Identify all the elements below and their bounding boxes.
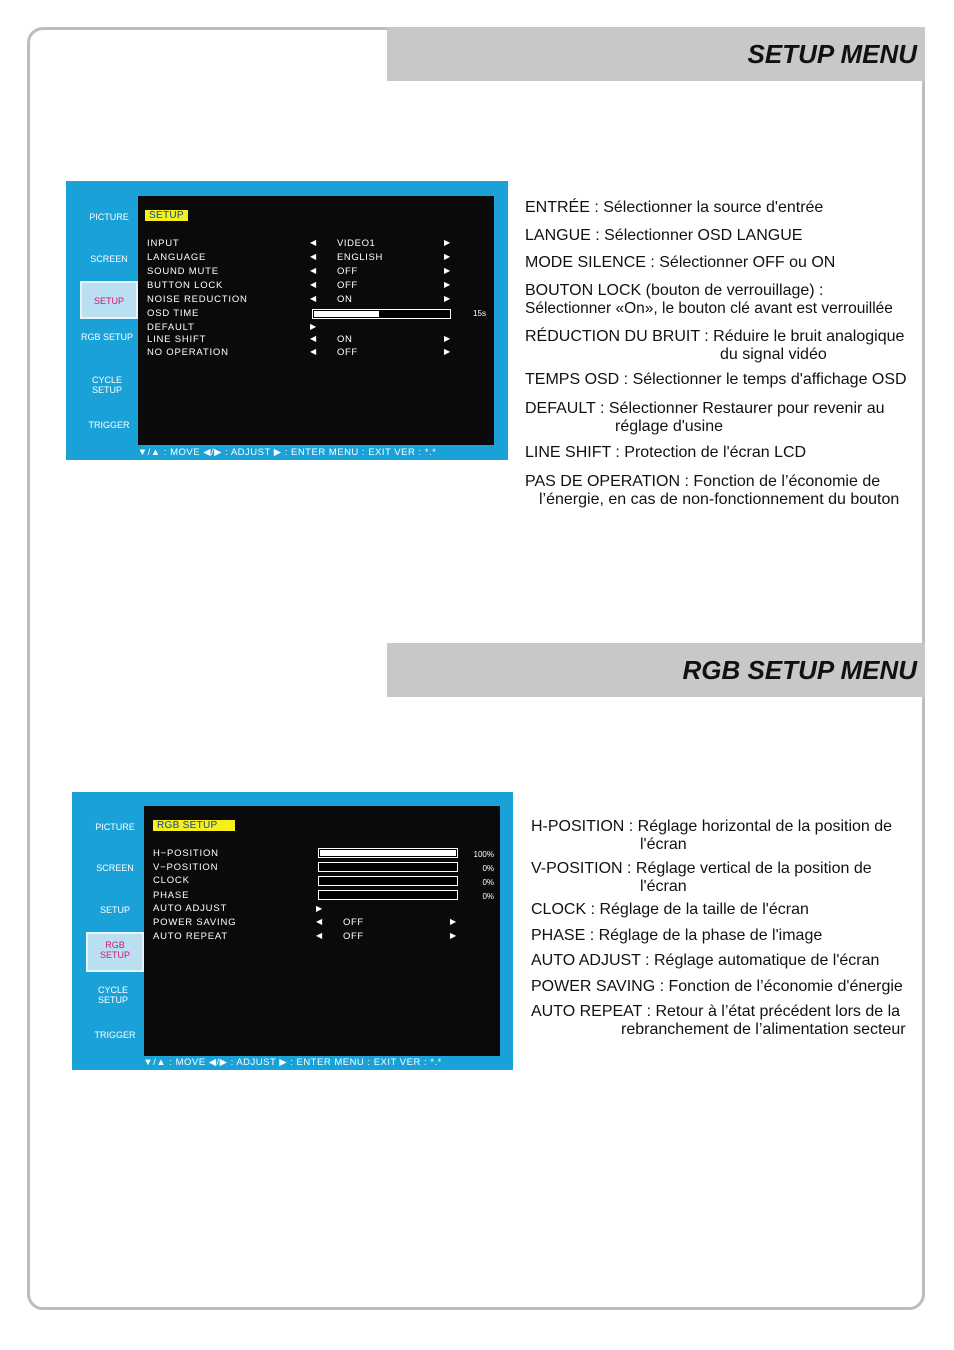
row-label-auto-repeat: AUTO REPEAT xyxy=(153,931,228,942)
desc-line: l’énergie, en cas de non-fonctionnement du bouton xyxy=(539,491,900,508)
desc-line: AUTO ADJUST : Réglage automatique de l'écran xyxy=(531,952,880,969)
rgb-setup-osd-screenshot xyxy=(72,792,513,1070)
row-label-language: LANGUAGE xyxy=(147,252,207,263)
osd-title: RGB SETUP xyxy=(153,820,235,831)
right-arrow-icon: ▶ xyxy=(450,931,457,940)
level-fill xyxy=(320,850,456,856)
sidebar-item-picture: PICTURE xyxy=(89,212,129,222)
osd-panel xyxy=(144,806,500,1056)
desc-line: MODE SILENCE : Sélectionner OFF ou ON xyxy=(525,254,836,271)
row-value-auto-repeat: OFF xyxy=(343,931,364,942)
osd-time-bar xyxy=(312,309,451,319)
setup-osd-screenshot xyxy=(66,181,508,460)
clock-value: 0% xyxy=(482,878,494,887)
row-value-no-operation: OFF xyxy=(337,347,358,358)
row-label-clock: CLOCK xyxy=(153,875,190,886)
osd-panel xyxy=(138,196,494,445)
left-arrow-icon: ◀ xyxy=(310,280,317,289)
row-value-input: VIDEO1 xyxy=(337,238,376,249)
phase-bar xyxy=(318,890,458,900)
right-arrow-icon: ▶ xyxy=(316,904,323,913)
right-arrow-icon: ▶ xyxy=(444,238,451,247)
h-position-bar xyxy=(318,848,458,858)
desc-line: l'écran xyxy=(640,836,687,853)
row-label-h-position: H−POSITION xyxy=(153,848,219,859)
sidebar-item-picture: PICTURE xyxy=(95,822,135,832)
right-arrow-icon: ▶ xyxy=(444,280,451,289)
row-label-osd-time: OSD TIME xyxy=(147,308,200,319)
clock-bar xyxy=(318,876,458,886)
osd-time-value: 15s xyxy=(473,309,486,318)
sidebar-item-cycle-setup: CYCLE SETUP xyxy=(97,985,128,1005)
left-arrow-icon: ◀ xyxy=(310,252,317,261)
setup-menu-heading: SETUP MENU xyxy=(747,39,917,69)
h-position-value: 100% xyxy=(473,850,494,859)
row-value-line-shift: ON xyxy=(337,334,353,345)
right-arrow-icon: ▶ xyxy=(444,347,451,356)
right-arrow-icon: ▶ xyxy=(444,266,451,275)
right-arrow-icon: ▶ xyxy=(444,294,451,303)
row-label-auto-adjust: AUTO ADJUST xyxy=(153,903,228,914)
desc-line: BOUTON LOCK (bouton de verrouillage) : xyxy=(525,282,824,299)
row-label-noise-reduction: NOISE REDUCTION xyxy=(147,294,248,305)
left-arrow-icon: ◀ xyxy=(310,266,317,275)
row-value-noise-reduction: ON xyxy=(337,294,353,305)
desc-line: PAS DE OPERATION : Fonction de l’économie de xyxy=(525,473,881,490)
row-label-power-saving: POWER SAVING xyxy=(153,917,237,928)
setup-menu-banner xyxy=(387,27,925,81)
right-arrow-icon: ▶ xyxy=(444,334,451,343)
left-arrow-icon: ◀ xyxy=(316,917,323,926)
right-arrow-icon: ▶ xyxy=(444,252,451,261)
sidebar-item-setup: SETUP xyxy=(80,281,138,319)
row-label-no-operation: NO OPERATION xyxy=(147,347,229,358)
desc-line: LANGUE : Sélectionner OSD LANGUE xyxy=(525,227,803,244)
right-arrow-icon: ▶ xyxy=(450,917,457,926)
desc-line: l'écran xyxy=(640,878,687,895)
left-arrow-icon: ◀ xyxy=(316,931,323,940)
sidebar-item-screen: SCREEN xyxy=(96,863,134,873)
desc-line: POWER SAVING : Fonction de l’économie d'énergie xyxy=(531,978,903,995)
desc-line: PHASE : Réglage de la phase de l'image xyxy=(531,927,823,944)
row-label-input: INPUT xyxy=(147,238,180,249)
v-position-value: 0% xyxy=(482,864,494,873)
sidebar-item-rgb-setup: RGB SETUP xyxy=(80,332,133,342)
desc-line: Sélectionner «On», le bouton clé avant est verrouillée xyxy=(525,300,893,317)
row-value-sound-mute: OFF xyxy=(337,266,358,277)
desc-line: réglage d'usine xyxy=(615,418,724,435)
desc-line: TEMPS OSD : Sélectionner le temps d'affichage OSD xyxy=(525,371,907,388)
rgb-setup-menu-banner xyxy=(387,643,925,697)
sidebar-item-trigger: TRIGGER xyxy=(88,420,130,430)
row-label-phase: PHASE xyxy=(153,890,190,901)
row-value-power-saving: OFF xyxy=(343,917,364,928)
desc-line: du signal vidéo xyxy=(720,346,827,363)
left-arrow-icon: ◀ xyxy=(310,294,317,303)
sidebar-item-trigger: TRIGGER xyxy=(94,1030,136,1040)
row-value-language: ENGLISH xyxy=(337,252,383,263)
sidebar-item-cycle-setup: CYCLE SETUP xyxy=(91,375,122,395)
row-label-line-shift: LINE SHIFT xyxy=(147,334,207,345)
left-arrow-icon: ◀ xyxy=(310,347,317,356)
osd-title: SETUP xyxy=(145,210,188,221)
rgb-setup-menu-heading: RGB SETUP MENU xyxy=(682,655,917,685)
left-arrow-icon: ◀ xyxy=(310,238,317,247)
phase-value: 0% xyxy=(482,892,494,901)
left-arrow-icon: ◀ xyxy=(310,334,317,343)
desc-line: H-POSITION : Réglage horizontal de la position de xyxy=(531,818,893,835)
sidebar-item-screen: SCREEN xyxy=(90,254,128,264)
sidebar-item-rgb-setup: RGB SETUP xyxy=(86,932,144,972)
desc-line: V-POSITION : Réglage vertical de la position de xyxy=(531,860,872,877)
row-label-sound-mute: SOUND MUTE xyxy=(147,266,219,277)
desc-line: DEFAULT : Sélectionner Restaurer pour revenir au xyxy=(525,400,885,417)
row-label-button-lock: BUTTON LOCK xyxy=(147,280,224,291)
desc-line: rebranchement de l’alimentation secteur xyxy=(621,1021,906,1038)
desc-line: AUTO REPEAT : Retour à l’état précédent lors de la xyxy=(531,1003,901,1020)
v-position-bar xyxy=(318,862,458,872)
desc-line: ENTRÉE : Sélectionner la source d'entrée xyxy=(525,199,824,216)
row-label-default: DEFAULT xyxy=(147,322,195,333)
right-arrow-icon: ▶ xyxy=(310,322,317,331)
desc-line: CLOCK : Réglage de la taille de l'écran xyxy=(531,901,809,918)
row-label-v-position: V−POSITION xyxy=(153,862,219,873)
osd-footer-help: ▼/▲ : MOVE ◀/▶ : ADJUST ▶ : ENTER MENU : EXIT VER : *.* xyxy=(137,447,437,458)
desc-line: LINE SHIFT : Protection de l'écran LCD xyxy=(525,444,807,461)
desc-line: RÉDUCTION DU BRUIT : Réduire le bruit analogique xyxy=(525,328,905,345)
level-fill xyxy=(314,311,379,317)
sidebar-item-setup: SETUP xyxy=(99,905,130,915)
osd-footer-help: ▼/▲ : MOVE ◀/▶ : ADJUST ▶ : ENTER MENU : EXIT VER : *.* xyxy=(143,1057,442,1068)
row-value-button-lock: OFF xyxy=(337,280,358,291)
